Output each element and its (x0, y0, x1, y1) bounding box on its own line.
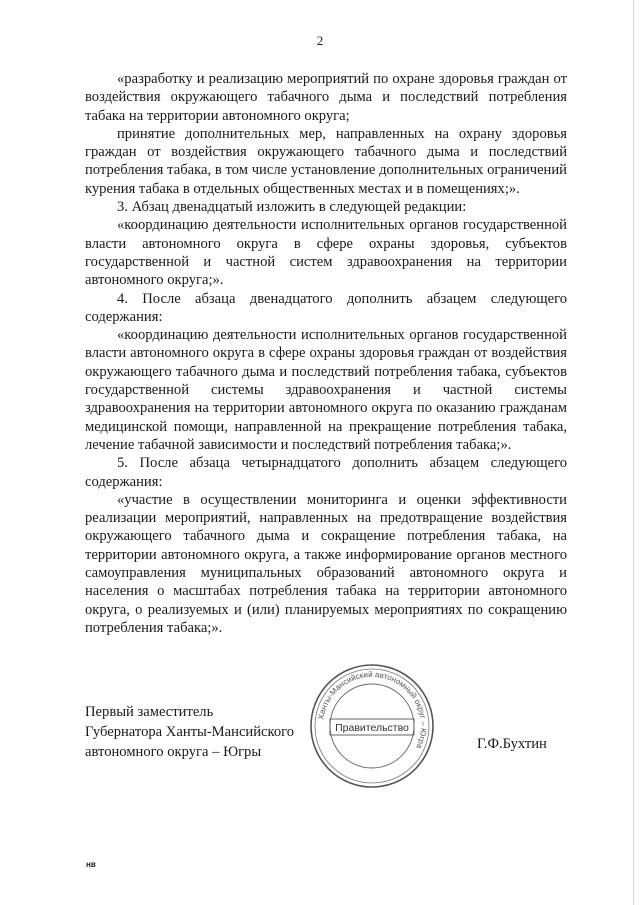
paragraph: принятие дополнительных мер, направленных на охрану здоровья граждан от воздействия окружающего табачного дыма и последствий потребления табака, в том числе установление дополнительных ограничений курения табака в отдельных общественных местах и в помещениях;». (85, 125, 567, 197)
paragraph: 3. Абзац двенадцатый изложить в следующей редакции: (117, 199, 467, 216)
page-number: 2 (316, 33, 324, 48)
paragraph: «разработку и реализацию мероприятий по охране здоровья граждан от воздействия окружающего табачного дыма и последствий потребления табака на территории автономного округа; (85, 71, 567, 124)
footer-initials: нв (86, 860, 96, 869)
paragraph: 5. После абзаца четырнадцатого дополнить абзацем следующего содержания: (85, 455, 567, 490)
page-edge (633, 0, 634, 905)
paragraph: «координацию деятельности исполнительных органов государственной власти автономного округа в сфере охраны здоровья, субъектов государственной и частной систем здравоохранения на территории автономного округа;». (85, 217, 567, 289)
paragraph: «участие в осуществлении мониторинга и оценки эффективности реализации мероприятий, направленных на предотвращение воздействия окружающего табачного дыма и сокращение потребления табака, на территории автономного округа, а также информирование органов местного самоуправления муниципальных образований автономного округа и населения о масштабах потребления табака на территории автономного округа, о реализуемых и (или) планируемых мероприятиях по сокращению потребления табака;». (85, 491, 567, 636)
paragraph: «координацию деятельности исполнительных органов государственной власти автономного округа в сфере охраны здоровья граждан от воздействия окружающего табачного дыма и последствий потребления табака, субъектов государственной системы здравоохранения и частной системы здравоохранения на территории автономного округа по оказанию гражданам медицинской помощи, направленной на прекращение потребления табака, лечение табачной зависимости и последствий потребления табака;». (85, 327, 567, 453)
official-seal (308, 662, 436, 790)
seal-center-text: Правительство (335, 722, 409, 734)
position-line: Губернатора Ханты-Мансийского (85, 724, 295, 740)
paragraph: 4. После абзаца двенадцатого дополнить абзацем следующего содержания: (85, 290, 567, 325)
document-body (85, 70, 567, 637)
seal-ring-text-path: Ханты-Мансийский автономный округ – Югра (316, 669, 429, 750)
signatory-position (85, 702, 294, 762)
signatory-name: Г.Ф.Бухтин (477, 736, 547, 752)
position-line: автономного округа – Югры (85, 744, 262, 760)
position-line: Первый заместитель (85, 704, 214, 720)
